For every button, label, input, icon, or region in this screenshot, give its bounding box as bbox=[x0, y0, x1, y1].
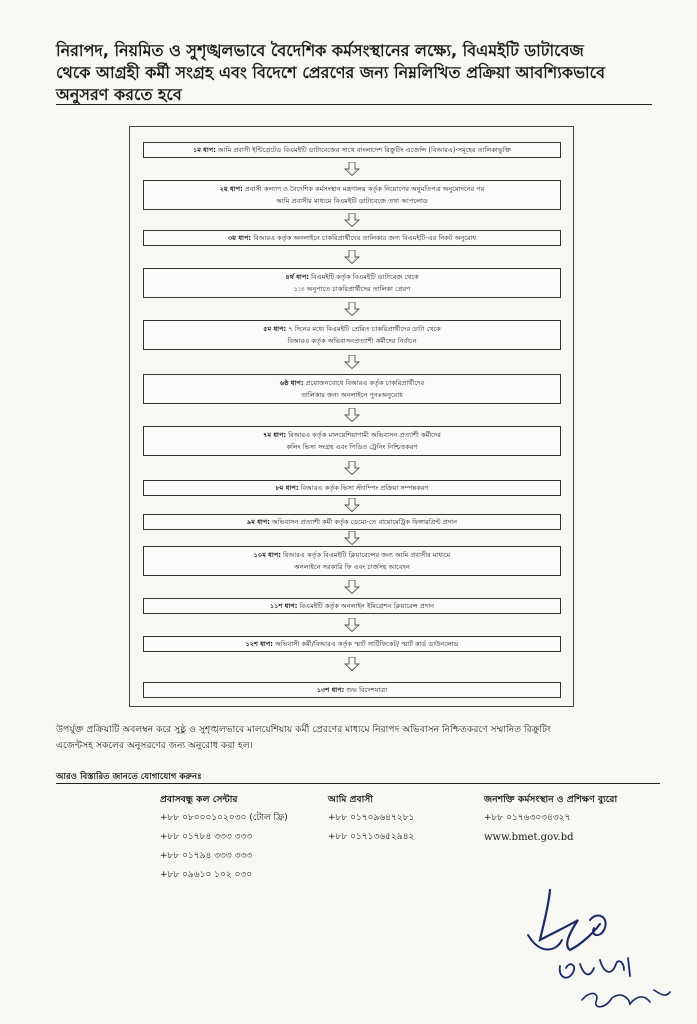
step-3-box bbox=[143, 230, 561, 246]
step-8-box bbox=[143, 480, 561, 496]
contact-website: www.bmet.gov.bd bbox=[484, 832, 574, 843]
step-text: ১:৩ অনুপাতে চাকরিপ্রার্থীদের তালিকা প্রেরণ bbox=[293, 285, 411, 293]
down-arrow-icon bbox=[344, 408, 360, 422]
contact-heading: আরও বিস্তারিত জানতে যোগাযোগ করুনঃ bbox=[56, 772, 202, 782]
step-label: ৪র্থ ধাপ: bbox=[285, 273, 309, 281]
down-arrow-icon bbox=[344, 657, 360, 671]
step-text: অভিবাসন প্রত্যাশী কর্মী কর্তৃক ডেমো-তে বায়োমেট্রিক ফিঙ্গারপ্রিন্ট প্রদান bbox=[272, 518, 458, 526]
down-arrow-icon bbox=[344, 302, 360, 316]
contact-phone: +৮৮ ০৯৬১০ ১০২ ০৩০ bbox=[160, 870, 253, 880]
step-5-box bbox=[143, 320, 561, 350]
step-text: আমি প্রবাসীর মাধ্যমে বিএমইটি ডাটাবেজে তথ্য আপলোড bbox=[276, 197, 428, 205]
down-arrow-icon bbox=[344, 531, 360, 545]
contact-phone: +৮৮ ০১৭৯৪ ৩৩৩ ৩৩৩ bbox=[160, 851, 253, 861]
title-line-3: অনুসরণ করতে হবে bbox=[56, 85, 182, 104]
contact-column-ami-probashi bbox=[328, 790, 414, 847]
step-text: বিআরএ কর্তৃক অনলাইনে চাকরিপ্রার্থীদের তালিকার জন্য বিএমইটি-এর নিকট অনুরোধ bbox=[253, 234, 477, 242]
step-text: কলিং ভিসা সংগ্রহ এবং পিডিও ট্রেনিং নিশ্চিতকরণ bbox=[286, 443, 418, 451]
step-4-box bbox=[143, 268, 561, 298]
step-label: ১২শ ধাপ: bbox=[245, 640, 273, 648]
contact-column-title: আমি প্রবাসী bbox=[328, 794, 373, 805]
title-line-2: থেকে আগ্রহী কর্মী সংগ্রহ এবং বিদেশে প্রেরণের জন্য নিম্নলিখিত প্রক্রিয়া আবশ্যিকভাবে bbox=[56, 63, 605, 82]
step-text: প্রয়োজনবোধে বিআরএ কর্তৃক চাকরিপ্রার্থীদের bbox=[305, 379, 425, 387]
step-text: আমি প্রবাসী ইন্টিগ্রেটেড বিএমইটি ডাটাবেজের সাথে বাংলাদেশ রিক্রুটিং এজেন্সি (বিআরএ)-সমূহের তালিকাভুক্তি bbox=[218, 146, 512, 154]
step-text: বিএমইটি কর্তৃক অনলাইন ইমিগ্রেশন ক্লিয়ারেন্স প্রদান bbox=[299, 602, 435, 610]
contact-column-call-center bbox=[160, 790, 288, 885]
step-label: ১৩শ ধাপ: bbox=[316, 686, 345, 694]
down-arrow-icon bbox=[344, 250, 360, 264]
step-label: ৫ম ধাপ: bbox=[263, 325, 287, 333]
down-arrow-icon bbox=[344, 498, 360, 512]
step-6-box bbox=[143, 374, 561, 404]
title-line-1: নিরাপদ, নিয়মিত ও সুশৃঙ্খলভাবে বৈদেশিক কর্মসংস্থানের লক্ষ্যে, বিএমইটি ডাটাবেজ bbox=[56, 41, 584, 60]
contact-divider bbox=[56, 783, 660, 784]
contact-phone: +৮৮ ০১৭৬৩০৩৪৩২৭ bbox=[484, 813, 571, 823]
contact-phone: +৮৮ ০১৭১৩৬৫২৯৪২ bbox=[328, 832, 415, 842]
step-text: অভিবাসী কর্মী/বিআরএ কর্তৃক স্মার্ট সার্টিফিকেট/ স্মার্ট কার্ড ডাউনলোড bbox=[275, 640, 459, 648]
step-label: ৭ম ধাপ: bbox=[263, 431, 287, 439]
step-label: ১০ম ধাপ: bbox=[253, 551, 281, 559]
step-text: বিএমইটি কর্তৃক বিএমইটি ডাটাবেজ থেকে bbox=[311, 273, 419, 281]
step-text: ৭ দিনের মধ্যে বিএমইটি প্রেরিত চাকরিপ্রার্থীদের ডাটা থেকে bbox=[288, 325, 441, 333]
step-10-box bbox=[143, 546, 561, 576]
paragraph-line-2: এজেন্টসহ সকলের অনুসরণের জন্য অনুরোধ করা হল। bbox=[56, 740, 253, 751]
down-arrow-icon bbox=[344, 162, 360, 176]
down-arrow-icon bbox=[344, 461, 360, 475]
step-label: ১ম ধাপ: bbox=[192, 146, 216, 154]
step-text: বিআরএ কর্তৃক ভিসা স্ট্যাম্পিং প্রক্রিয়া সম্পন্নকরণ bbox=[300, 484, 429, 492]
step-13-box bbox=[143, 682, 561, 698]
down-arrow-icon bbox=[344, 355, 360, 369]
step-label: ৬ষ্ঠ ধাপ: bbox=[279, 379, 304, 387]
contact-phone: +৮৮ ০১৭০৯৬৪৭২৮১ bbox=[328, 813, 415, 823]
closing-paragraph bbox=[56, 722, 662, 754]
contact-column-title: প্রবাসবন্ধু কল সেন্টার bbox=[160, 794, 238, 805]
step-label: ৮ম ধাপ: bbox=[275, 484, 299, 492]
step-text: বিআরএ কর্তৃক বিএমইটি ক্লিয়ারেন্সের জন্য আমি প্রবাসীর মাধ্যমে bbox=[283, 551, 451, 559]
down-arrow-icon bbox=[344, 213, 360, 227]
title-underline bbox=[56, 104, 652, 105]
step-7-box bbox=[143, 426, 561, 456]
step-1-box bbox=[143, 142, 561, 158]
step-label: ৩য় ধাপ: bbox=[227, 234, 252, 242]
step-2-box bbox=[143, 180, 561, 210]
step-text: অনলাইনে সরকারি ফি এবং চার্জসহ আবেদন bbox=[294, 563, 410, 571]
step-label: ২য় ধাপ: bbox=[219, 185, 243, 193]
contact-column-title: জনশক্তি কর্মসংস্থান ও প্রশিক্ষণ ব্যুরো bbox=[484, 794, 618, 805]
step-text: তালিকার জন্য অনলাইনে পুনঃঅনুরোধ bbox=[301, 391, 403, 399]
step-text: প্রবাসী কল্যাণ ও বৈদেশিক কর্মসংস্থান মন্ত্রণালয় কর্তৃক নিয়োগের অনুমতিপত্র অনুমোদনের পর bbox=[244, 185, 485, 193]
paragraph-line-1: উপর্যুক্ত প্রক্রিয়াটি অবলম্বন করে সুষ্ঠু ও সুশৃঙ্খলভাবে মালয়েশিয়ায় কর্মী প্রেরণের মাধ্যমে নিরাপদ অভিবাসন নিশ্চিতকরণে সম্মানিত রিক্রুটিং bbox=[56, 724, 551, 735]
step-text: শুভ বিদেশযাত্রা bbox=[346, 686, 388, 694]
step-12-box bbox=[143, 636, 561, 652]
contact-column-bmet bbox=[484, 790, 617, 847]
down-arrow-icon bbox=[344, 618, 360, 632]
handwritten-signature bbox=[520, 880, 690, 1020]
step-9-box bbox=[143, 514, 561, 530]
contact-phone: +৮৮ ০৮০০০১০২০৩০ (টোল ফ্রি) bbox=[160, 813, 288, 823]
step-text: বিআরএ কর্তৃক অভিবাসনপ্রত্যাশী কর্মীদের নির্বাচন bbox=[287, 337, 417, 345]
step-text: বিআরএ কর্তৃক মালয়েশিয়াগামী অভিবাসন প্রত্যাশী কর্মীদের bbox=[288, 431, 441, 439]
step-11-box bbox=[143, 598, 561, 614]
contact-phone: +৮৮ ০১৭৮৪ ৩৩৩ ৩৩৩ bbox=[160, 832, 253, 842]
down-arrow-icon bbox=[344, 580, 360, 594]
step-label: ৯ম ধাপ: bbox=[246, 518, 270, 526]
step-label: ১১শ ধাপ: bbox=[269, 602, 298, 610]
document-title bbox=[56, 40, 656, 106]
